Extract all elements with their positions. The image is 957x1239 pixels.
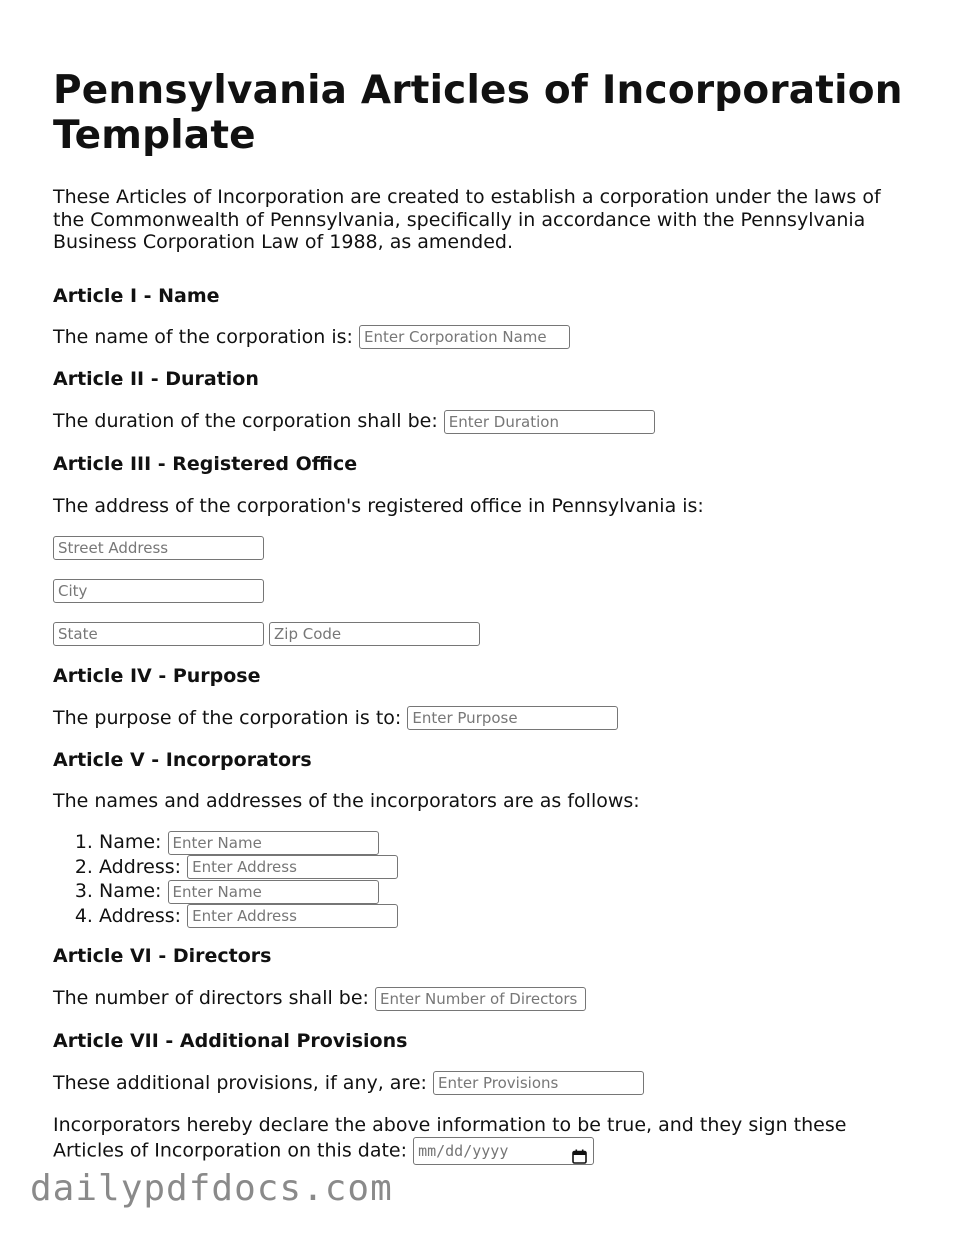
provisions-input[interactable]: [433, 1071, 644, 1095]
incorporator-2-address-input[interactable]: [187, 904, 398, 928]
article-3-heading: Article III - Registered Office: [53, 452, 358, 475]
article-1-heading: Article I - Name: [53, 284, 220, 307]
corporation-name-input[interactable]: [359, 325, 570, 349]
article-5-text: The names and addresses of the incorporators are as follows:: [53, 790, 640, 812]
list-item: [99, 904, 903, 929]
article-6-text: The number of directors shall be:: [53, 987, 369, 1009]
incorporator-2-name-label: Name:: [99, 880, 162, 902]
article-4-text: The purpose of the corporation is to:: [53, 706, 402, 729]
purpose-input[interactable]: [407, 706, 618, 730]
incorporator-2-name-input[interactable]: [168, 880, 379, 904]
page-title: Pennsylvania Articles of Incorporation Template: [53, 68, 903, 158]
incorporator-1-name-input[interactable]: [168, 831, 379, 855]
declaration-paragraph: [53, 1113, 883, 1165]
article-3-text: The address of the corporation's registered office in Pennsylvania is:: [53, 494, 704, 517]
article-4-line: [53, 706, 903, 731]
incorporator-2-address-label: Address:: [99, 904, 182, 927]
article-1-text: The name of the corporation is:: [53, 325, 353, 348]
incorporator-1-address-label: Address:: [99, 855, 182, 878]
article-6-line: [53, 986, 903, 1011]
article-2-heading: Article II - Duration: [53, 368, 259, 390]
list-item: [99, 879, 903, 904]
article-7-heading: Article VII - Additional Provisions: [53, 1029, 408, 1052]
list-item: [99, 830, 903, 855]
document-page: [53, 68, 903, 1165]
declaration-text: Incorporators hereby declare the above information to be true, and they sign these Articles of Incorporation on this date:: [53, 1114, 847, 1162]
intro-paragraph: These Articles of Incorporation are created to establish a corporation under the laws of the Commonwealth of Pennsylvania, specifically in accordance with the Pennsylvania Business Corporation Law of 1988, as amended.: [53, 186, 881, 253]
directors-number-input[interactable]: [375, 987, 586, 1011]
duration-input[interactable]: [444, 410, 655, 434]
article-7-line: [53, 1071, 903, 1096]
article-1-line: [53, 325, 903, 350]
calendar-icon[interactable]: [572, 1146, 587, 1161]
incorporator-1-name-label: Name:: [99, 831, 162, 853]
incorporator-1-address-input[interactable]: [187, 855, 398, 879]
article-2-text: The duration of the corporation shall be:: [53, 410, 438, 432]
street-address-input[interactable]: [53, 536, 264, 560]
state-zip-row: [53, 622, 903, 646]
article-5-heading: Article V - Incorporators: [53, 749, 312, 771]
article-2-line: [53, 409, 903, 434]
state-input[interactable]: [53, 622, 264, 646]
watermark-text: dailypdfdocs.com: [30, 1168, 393, 1209]
city-input[interactable]: [53, 579, 264, 603]
zip-code-input[interactable]: [269, 622, 480, 646]
list-item: [99, 855, 903, 880]
article-4-heading: Article IV - Purpose: [53, 664, 261, 687]
incorporators-list: [53, 830, 903, 928]
article-7-text: These additional provisions, if any, are:: [53, 1071, 427, 1094]
article-6-heading: Article VI - Directors: [53, 945, 272, 967]
signature-date-input[interactable]: [413, 1137, 594, 1165]
